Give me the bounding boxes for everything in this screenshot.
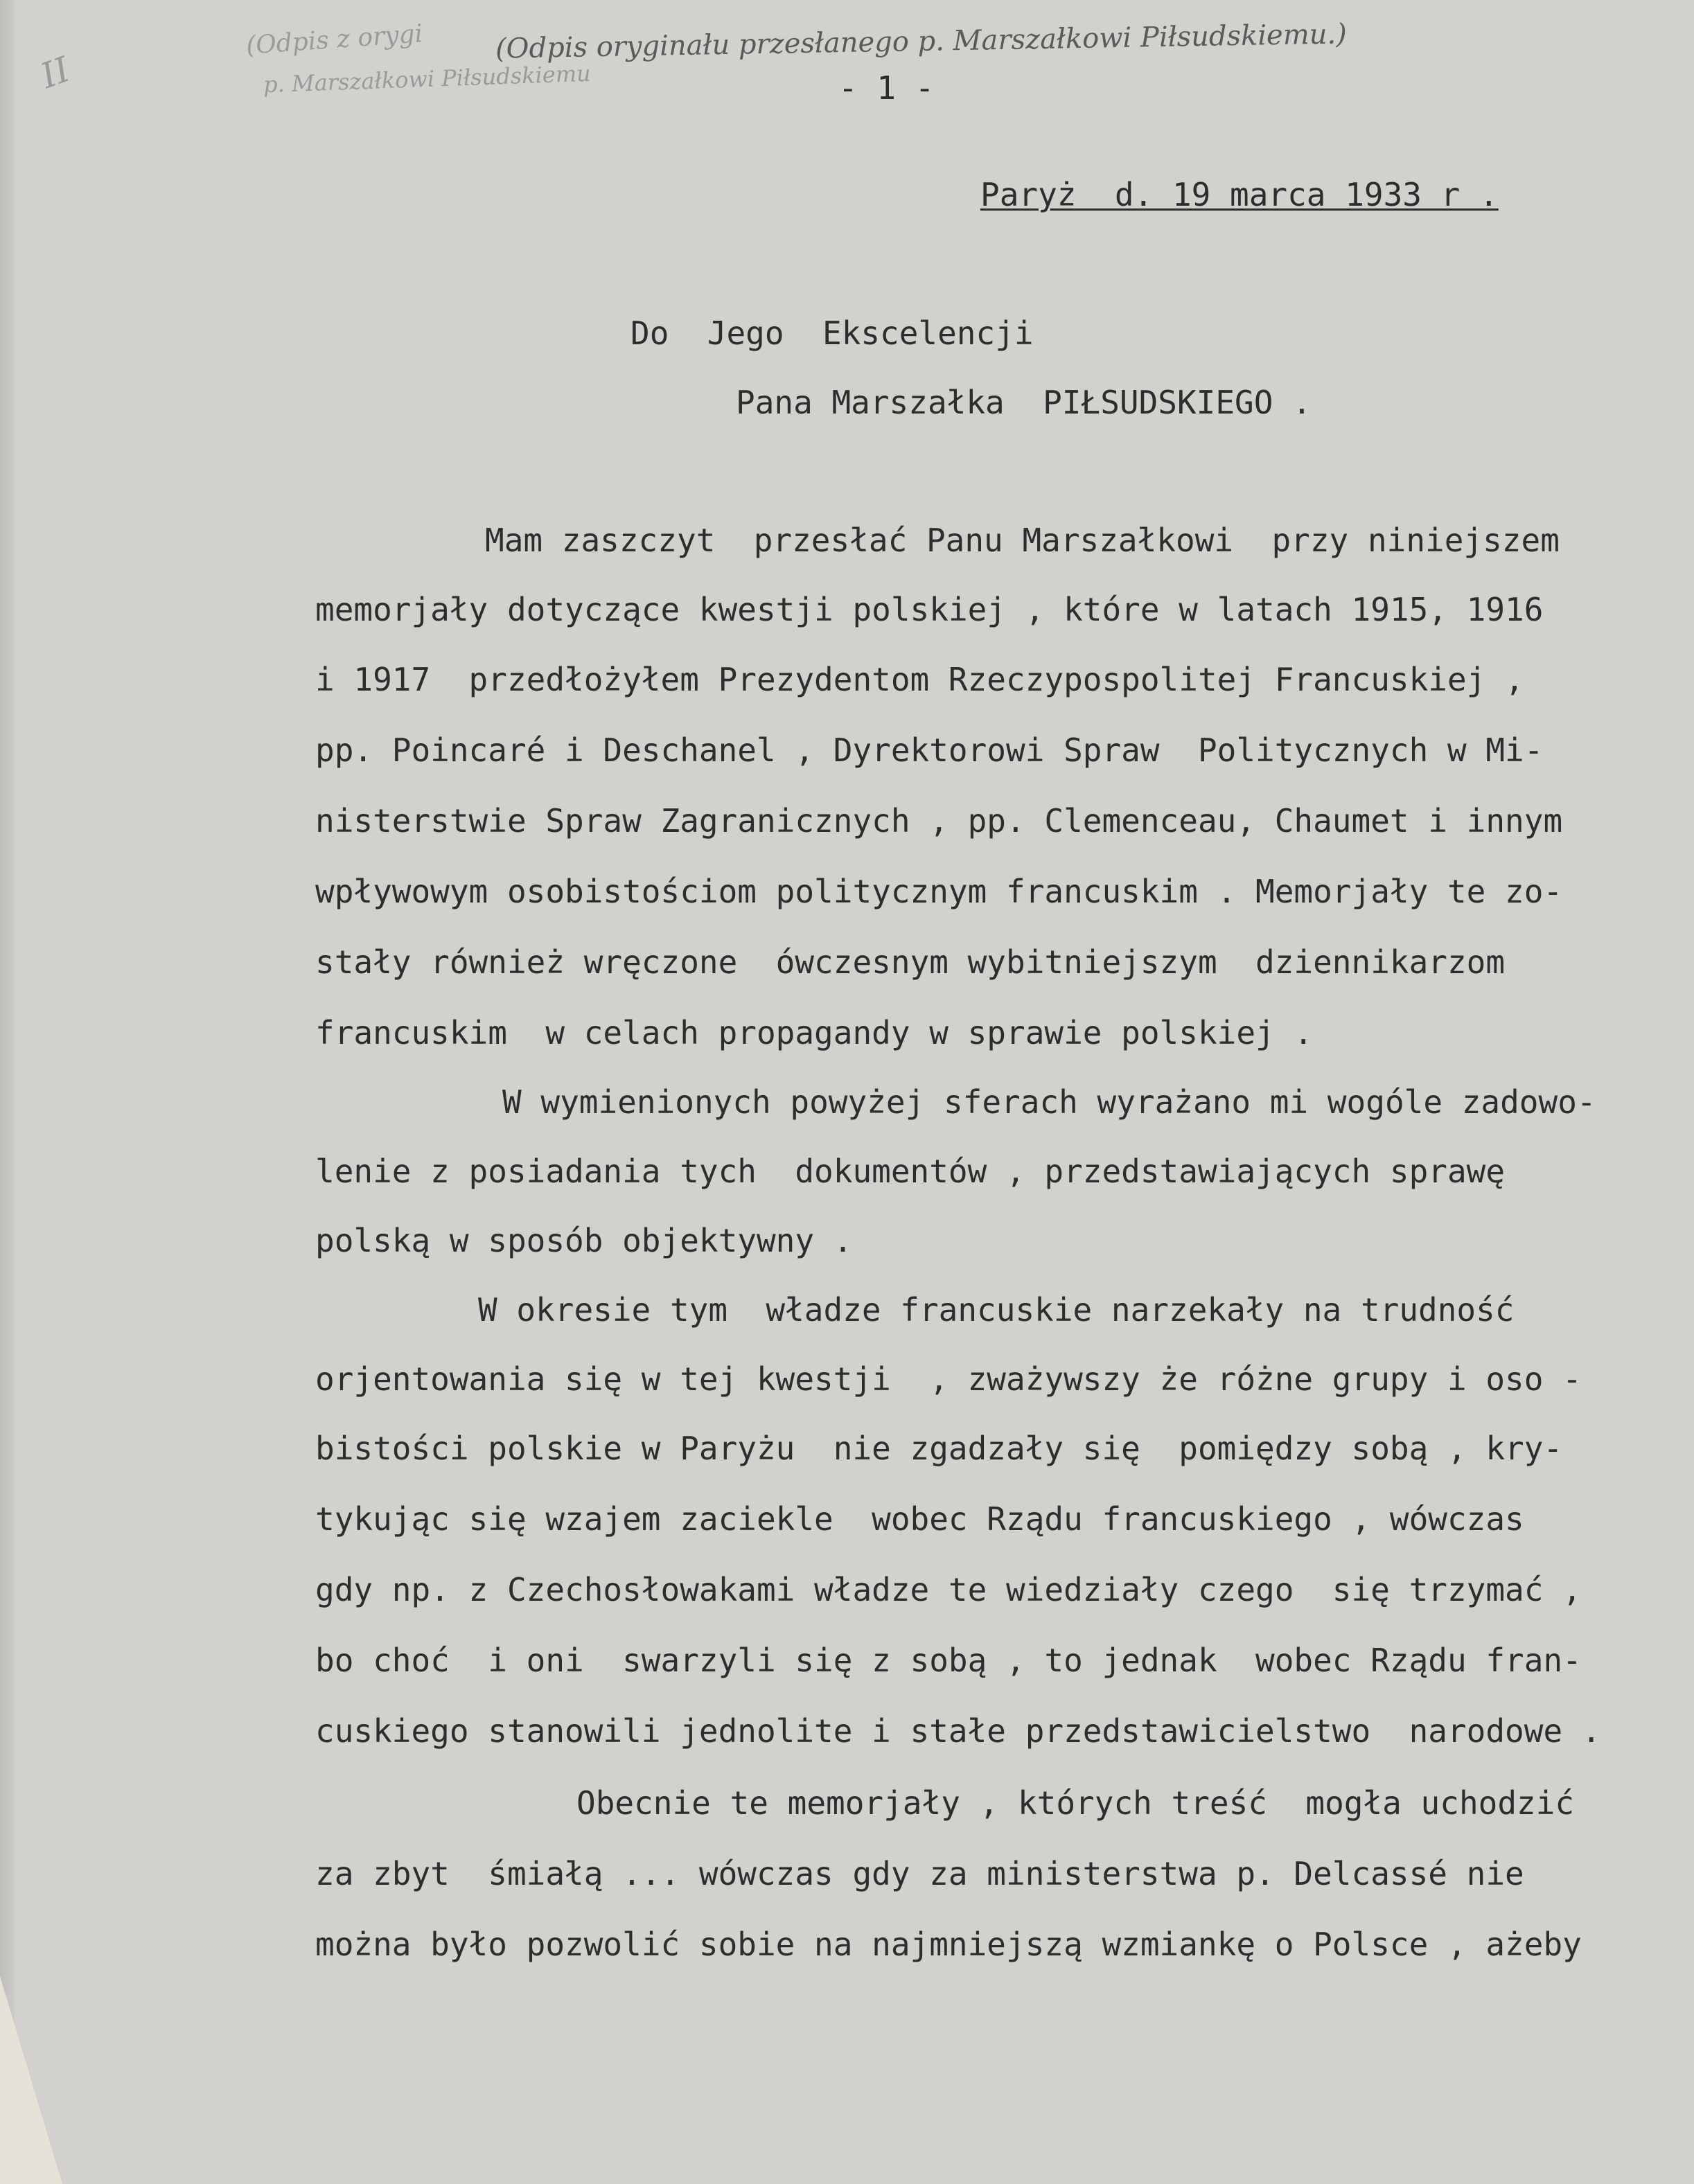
roman-numeral-annotation: II <box>35 48 76 97</box>
body-line-19: Obecnie te memorjały , których treść mogła uchodzić <box>576 1784 1575 1822</box>
body-line-15: tykując się wzajem zaciekle wobec Rządu francuskiego , wówczas <box>315 1500 1524 1538</box>
body-line-14: bistości polskie w Paryżu nie zgadzały się pomiędzy sobą , kry- <box>315 1430 1563 1467</box>
body-line-9: W wymienionych powyżej sferach wyrażano mi wogóle zadowo- <box>502 1083 1596 1121</box>
faint-pencil-note-2: p. Marszałkowi Piłsudskiemu <box>263 60 592 98</box>
body-line-16: gdy np. z Czechosłowakami władze te wiedziały czego się trzymać , <box>315 1571 1582 1608</box>
body-line-2: memorjały dotyczące kwestji polskiej , które w latach 1915, 1916 <box>315 591 1544 628</box>
body-line-5: nisterstwie Spraw Zagranicznych , pp. Clemenceau, Chaumet i innym <box>315 802 1563 840</box>
addressee-line-2: Pana Marszałka PIŁSUDSKIEGO . <box>736 384 1312 421</box>
body-line-10: lenie z posiadania tych dokumentów , przedstawiających sprawę <box>315 1153 1506 1190</box>
page-number: - 1 - <box>838 69 935 107</box>
body-line-18: cuskiego stanowili jednolite i stałe przedstawicielstwo narodowe . <box>315 1712 1601 1750</box>
body-line-7: stały również wręczone ówczesnym wybitniejszym dziennikarzom <box>315 943 1506 981</box>
body-line-8: francuskim w celach propagandy w sprawie polskiej . <box>315 1014 1314 1051</box>
torn-corner <box>0 1976 62 2184</box>
body-line-17: bo choć i oni swarzyli się z sobą , to jednak wobec Rządu fran- <box>315 1642 1582 1679</box>
body-line-21: można było pozwolić sobie na najmniejszą wzmiankę o Polsce , ażeby <box>315 1926 1582 1963</box>
body-line-1: Mam zaszczyt przesłać Panu Marszałkowi przy niniejszem <box>485 522 1560 559</box>
body-line-11: polską w sposób objektywny . <box>315 1222 853 1259</box>
body-line-12: W okresie tym władze francuskie narzekały na trudność <box>478 1291 1515 1329</box>
body-line-13: orjentowania się w tej kwestji , zważywszy że różne grupy i oso - <box>315 1360 1582 1398</box>
addressee-line-1: Do Jego Ekscelencji <box>630 314 1034 352</box>
body-line-4: pp. Poincaré i Deschanel , Dyrektorowi Spraw Politycznych w Mi- <box>315 731 1544 769</box>
dateline: Paryż d. 19 marca 1933 r . <box>980 176 1499 213</box>
copy-note-annotation: (Odpis oryginału przesłanego p. Marszałkowi Piłsudskiemu.) <box>495 18 1348 65</box>
body-line-6: wpływowym osobistościom politycznym francuskim . Memorjały te zo- <box>315 873 1563 910</box>
page-left-edge <box>0 0 15 2184</box>
body-line-3: i 1917 przedłożyłem Prezydentom Rzeczypospolitej Francuskiej , <box>315 661 1524 698</box>
body-line-20: za zbyt śmiałą ... wówczas gdy za ministerstwa p. Delcassé nie <box>315 1855 1524 1892</box>
faint-pencil-note-1: (Odpis z orygi <box>245 19 424 60</box>
